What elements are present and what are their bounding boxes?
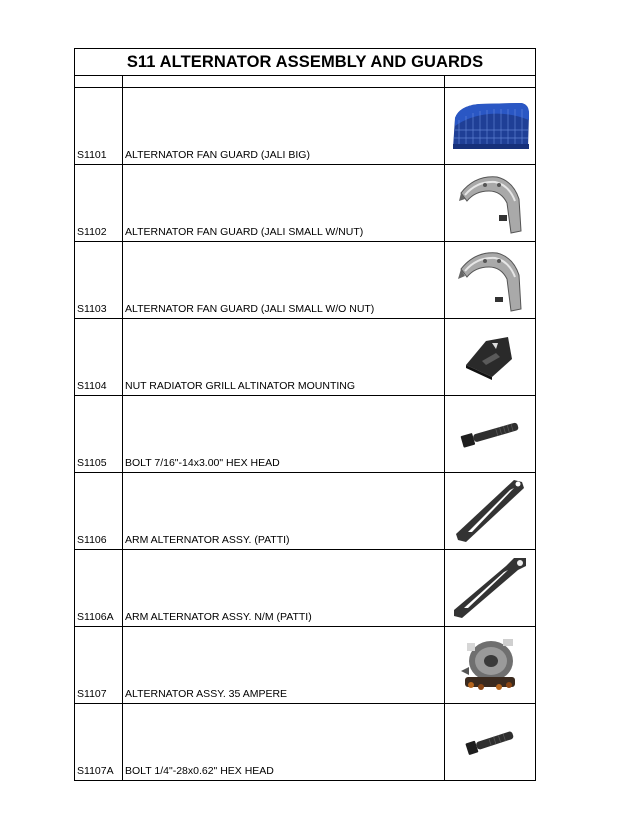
alternator-arm-nm-icon (450, 554, 530, 622)
hex-bolt-short-icon (460, 724, 520, 760)
part-description: ALTERNATOR FAN GUARD (JALI SMALL W/O NUT) (123, 242, 445, 319)
table-row (75, 396, 536, 473)
alternator-icon (457, 633, 523, 697)
table-row (75, 627, 536, 704)
part-code: S1101 (75, 88, 123, 165)
spacer-row (75, 76, 536, 88)
part-image-cell (445, 473, 536, 550)
part-description: BOLT 1/4"-28x0.62" HEX HEAD (123, 704, 445, 781)
part-image-cell (445, 396, 536, 473)
parts-sheet (74, 48, 535, 781)
hex-bolt-long-icon (457, 414, 523, 454)
part-code: S1105 (75, 396, 123, 473)
part-description: ARM ALTERNATOR ASSY. N/M (PATTI) (123, 550, 445, 627)
part-code: S1107 (75, 627, 123, 704)
part-code: S1104 (75, 319, 123, 396)
part-image-cell (445, 550, 536, 627)
part-description: ARM ALTERNATOR ASSY. (PATTI) (123, 473, 445, 550)
fan-guard-small-nut-icon (455, 171, 525, 235)
part-description: ALTERNATOR ASSY. 35 AMPERE (123, 627, 445, 704)
table-row (75, 473, 536, 550)
table-row (75, 319, 536, 396)
table-row (75, 165, 536, 242)
part-code: S1102 (75, 165, 123, 242)
part-image-cell (445, 88, 536, 165)
part-code: S1103 (75, 242, 123, 319)
part-image-cell (445, 319, 536, 396)
page-title: S11 ALTERNATOR ASSEMBLY AND GUARDS (75, 49, 536, 76)
part-image-cell (445, 704, 536, 781)
mounting-nut-icon (462, 331, 518, 383)
fan-guard-small-icon (455, 247, 525, 313)
part-code: S1106 (75, 473, 123, 550)
table-row (75, 704, 536, 781)
part-description: ALTERNATOR FAN GUARD (JALI SMALL W/NUT) (123, 165, 445, 242)
part-code: S1107A (75, 704, 123, 781)
alternator-arm-icon (452, 476, 528, 546)
fan-guard-big-icon (449, 100, 531, 152)
parts-table (74, 48, 536, 781)
table-row (75, 242, 536, 319)
table-row (75, 88, 536, 165)
part-description: BOLT 7/16"-14x3.00" HEX HEAD (123, 396, 445, 473)
table-row (75, 550, 536, 627)
part-image-cell (445, 242, 536, 319)
part-code: S1106A (75, 550, 123, 627)
part-description: NUT RADIATOR GRILL ALTINATOR MOUNTING (123, 319, 445, 396)
part-description: ALTERNATOR FAN GUARD (JALI BIG) (123, 88, 445, 165)
part-image-cell (445, 165, 536, 242)
part-image-cell (445, 627, 536, 704)
